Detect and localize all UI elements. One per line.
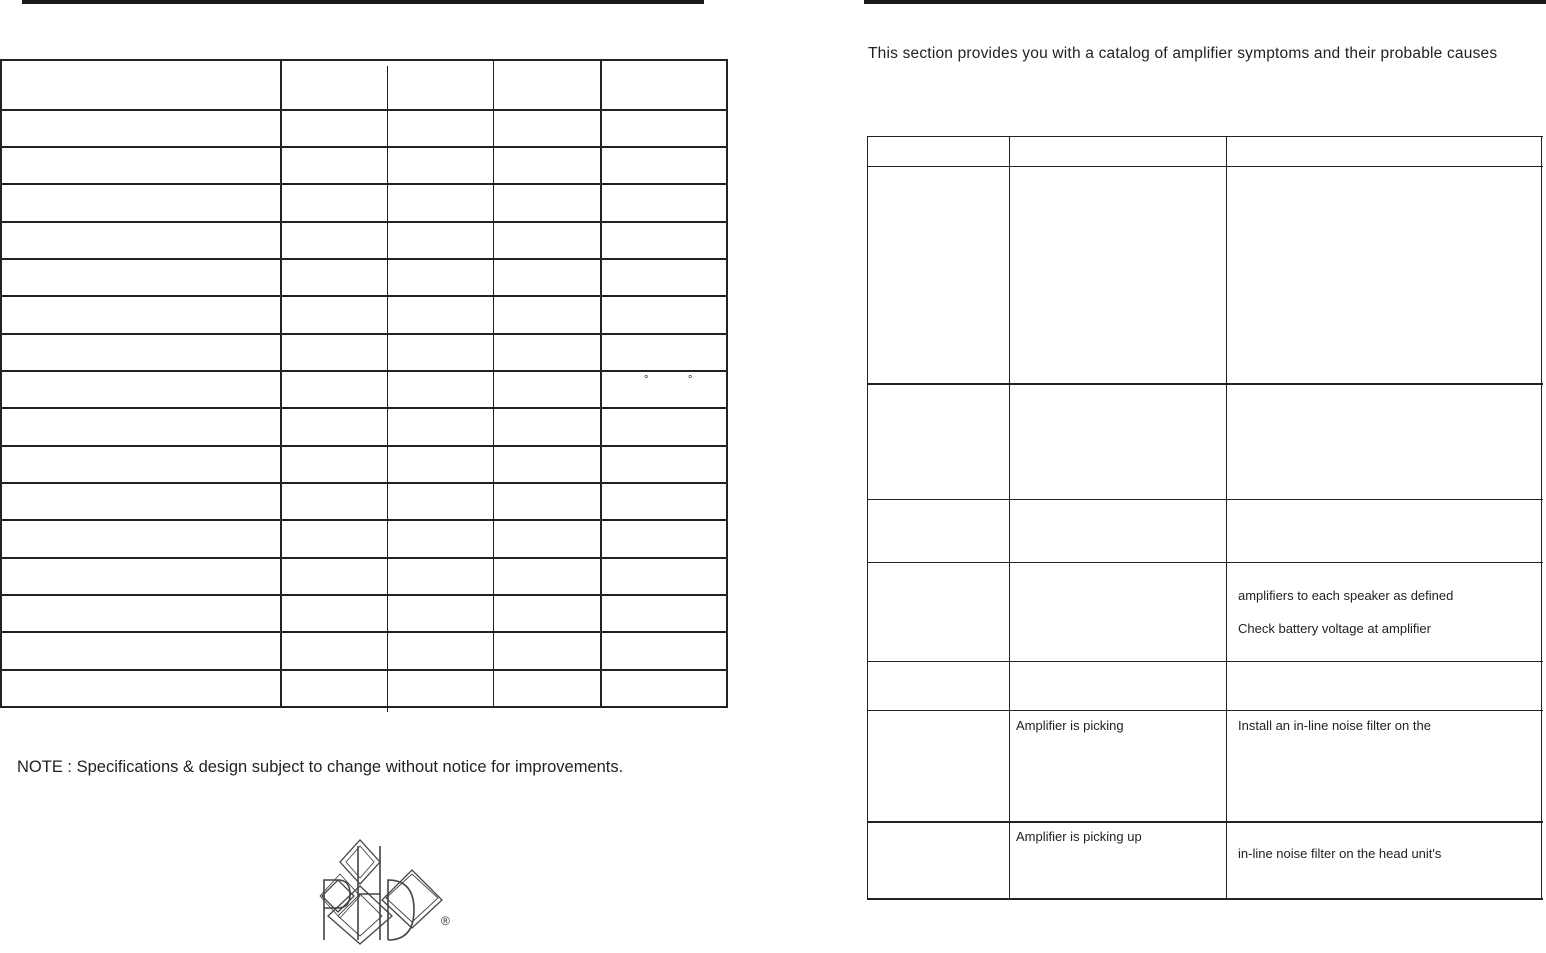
remedy-cell-text: in-line noise filter on the head unit's xyxy=(1238,846,1442,861)
phd-logo xyxy=(288,836,448,948)
cause-cell-text: Amplifier is picking up xyxy=(1016,829,1142,844)
spec-table-col-line xyxy=(280,60,282,708)
spec-table-row-line xyxy=(0,333,728,335)
left-top-rule xyxy=(22,0,704,4)
troubleshooting-col-line xyxy=(1226,136,1227,900)
spec-table-row-line xyxy=(0,519,728,521)
troubleshooting-intro: This section provides you with a catalog of amplifier symptoms and their probable causes xyxy=(868,45,1498,62)
troubleshooting-row-line xyxy=(867,383,1543,385)
spec-note: NOTE : Specifications & design subject to change without notice for improvements. xyxy=(17,758,624,776)
troubleshooting-row-line xyxy=(867,661,1543,662)
spec-table-border-bottom xyxy=(0,706,728,708)
troubleshooting-border-top xyxy=(867,136,1543,137)
spec-table-row-line xyxy=(0,221,728,223)
spec-table-row-line xyxy=(0,109,728,111)
spec-table-row-line xyxy=(0,407,728,409)
phd-logo-mark xyxy=(288,836,448,948)
spec-table-row-line xyxy=(0,482,728,484)
troubleshooting-col-line xyxy=(1009,136,1010,900)
spec-table-row-line xyxy=(0,669,728,671)
remedy-cell-text: amplifiers to each speaker as defined xyxy=(1238,588,1454,603)
spec-table-row-line xyxy=(0,146,728,148)
right-top-rule xyxy=(864,0,1546,4)
spec-table-row-line xyxy=(0,370,728,372)
troubleshooting-border-bottom xyxy=(867,898,1543,900)
spec-table-border-left xyxy=(0,60,2,708)
spec-table-row-line xyxy=(0,631,728,633)
troubleshooting-row-line xyxy=(867,562,1543,563)
spec-table-border-top xyxy=(0,59,728,61)
spec-table-row-line xyxy=(0,557,728,559)
remedy-cell-text: Check battery voltage at amplifier xyxy=(1238,621,1431,636)
troubleshooting-row-line xyxy=(867,499,1543,500)
registered-mark: ® xyxy=(441,914,450,928)
spec-table-row-line xyxy=(0,594,728,596)
troubleshooting-row-line xyxy=(867,821,1543,823)
spec-table-row-line xyxy=(0,445,728,447)
temperature-degree-mark: ° xyxy=(688,374,693,386)
troubleshooting-border-right xyxy=(1541,136,1542,900)
troubleshooting-row-line xyxy=(867,166,1543,167)
spec-table-row-line xyxy=(0,295,728,297)
spec-table-border-right xyxy=(726,60,728,708)
temperature-degree-mark: ° xyxy=(644,374,649,386)
troubleshooting-row-line xyxy=(867,710,1543,711)
remedy-cell-text: Install an in-line noise filter on the xyxy=(1238,718,1431,733)
spec-table-col-line xyxy=(493,60,494,708)
troubleshooting-border-left xyxy=(867,136,868,900)
spec-table-row-line xyxy=(0,183,728,185)
spec-table-col-line xyxy=(387,66,388,712)
cause-cell-text: Amplifier is picking xyxy=(1016,718,1124,733)
spec-table-row-line xyxy=(0,258,728,260)
spec-table-col-line xyxy=(600,60,602,708)
